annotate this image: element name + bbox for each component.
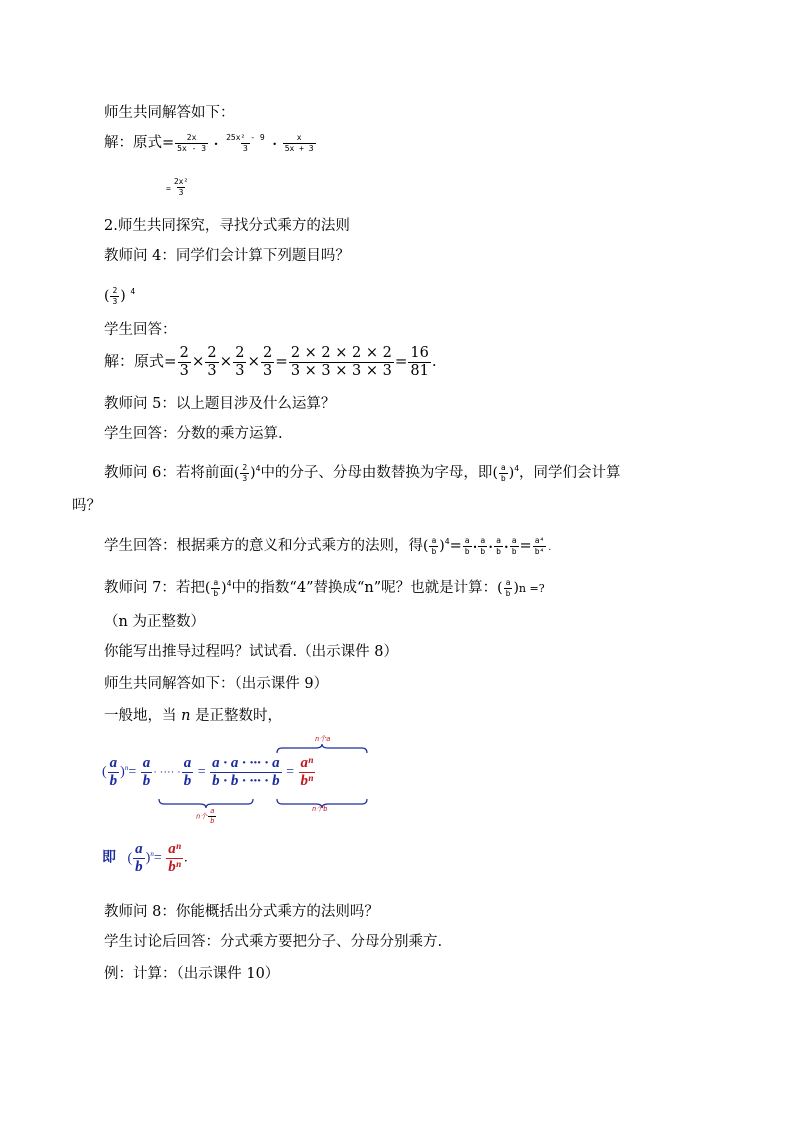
student-answer-6: 学生回答：根据乘方的意义和分式乘方的法则，得( $\frac{a}{b}$ )$^4$= $\frac{a}{b}$ • $\frac{a}{b}$ • $\frac{a}{b}$ • $\frac{a}{b}$ = $\frac{\text{a⁴}}{\text{b⁴}}$ . [104,535,553,556]
text-line-general: 一般地，当 n 是正整数时， [104,708,283,724]
teacher-question-7: 教师问 7：若把( $\frac{a}{b}$ )$^4$中的指数“4”替换成“n”呢？也就是计算：( $\frac{a}{b}$ )n =? [104,577,545,598]
student-answer-5: 学生回答：分数的乘方运算. [104,426,283,442]
text-line-1: 师生共同解答如下： [104,105,235,121]
solution-line-3: 解：原式= $\frac{2}{3}$ × $\frac{2}{3}$ × $\frac{2}{3}$ × $\frac{2}{3}$ = $\frac{2 \times 2 \times 2 \times 2}{3 \times 3 \times 3 \times 3}$ = $\frac{16}{81}$ . [104,345,437,379]
fraction: $\frac{\text{2x²}}{3}$ [173,176,189,197]
teacher-question-6: 教师问 6：若将前面( $\frac{2}{3}$ )$^4$中的分子、分母由数替换为字母，即( $\frac{a}{b}$ )$^4$，同学们会计算 [104,462,621,483]
text-line-joint-answer: 师生共同解答如下：（出示课件 9） [104,676,329,692]
bottom-brace-left [158,798,254,808]
power-derivation-formula: n个a ( $\frac{a}{b}$ )$^n$= $\frac{a}{b}$ · ···· · $\frac{a}{b}$ = $\frac{a \cdot a \cdot \cdot\cdot\cdot \cdot a}{b \cdot b \cdot \cdot\cdot\cdot \cdot b}$ = $\frac{\text{aⁿ}}{\text{bⁿ}}$ n个b n个 $\frac{a}{b}$ [102,732,422,832]
text-line-n-positive: （n 为正整数） [104,614,205,630]
solution-line-2: = $\frac{\text{2x²}}{3}$ [166,176,189,197]
fraction: $\frac{2x}{5x - 3}$ [177,132,207,153]
fraction: $\frac{x}{5x + 3}$ [284,132,314,153]
example-line: 例：计算：（出示课件 10） [104,966,280,982]
text-line-derive: 你能写出推导过程吗？试试看.（出示课件 8） [104,644,398,660]
student-answer-8: 学生讨论后回答：分式乘方要把分子、分母分别乘方. [104,934,443,950]
section-heading: 2.师生共同探究，寻找分式乘方的法则 [104,218,350,234]
text-line-ma: 吗？ [72,498,101,514]
fraction: $\frac{\text{25x² - 9}}{3}$ [226,132,265,153]
student-answer-label: 学生回答： [104,322,177,338]
top-brace [276,744,368,754]
power-rule-summary: 即 ( $\frac{a}{b}$ )$^n$= $\frac{\text{aⁿ}}{\text{bⁿ}}$ . [102,841,188,875]
solution-line-1: 解：原式= $\frac{2x}{5x - 3}$ • $\frac{\text{25x² - 9}}{3}$ • $\frac{x}{5x + 3}$ [104,132,314,153]
teacher-question-4: 教师问 4：同学们会计算下列题目吗？ [104,248,350,264]
teacher-question-5: 教师问 5：以上题目涉及什么运算？ [104,396,336,412]
teacher-question-8: 教师问 8：你能概括出分式乘方的法则吗？ [104,904,379,920]
expression-two-thirds-power: ( $\frac{2}{3}$ ) $^4$ [104,285,136,306]
